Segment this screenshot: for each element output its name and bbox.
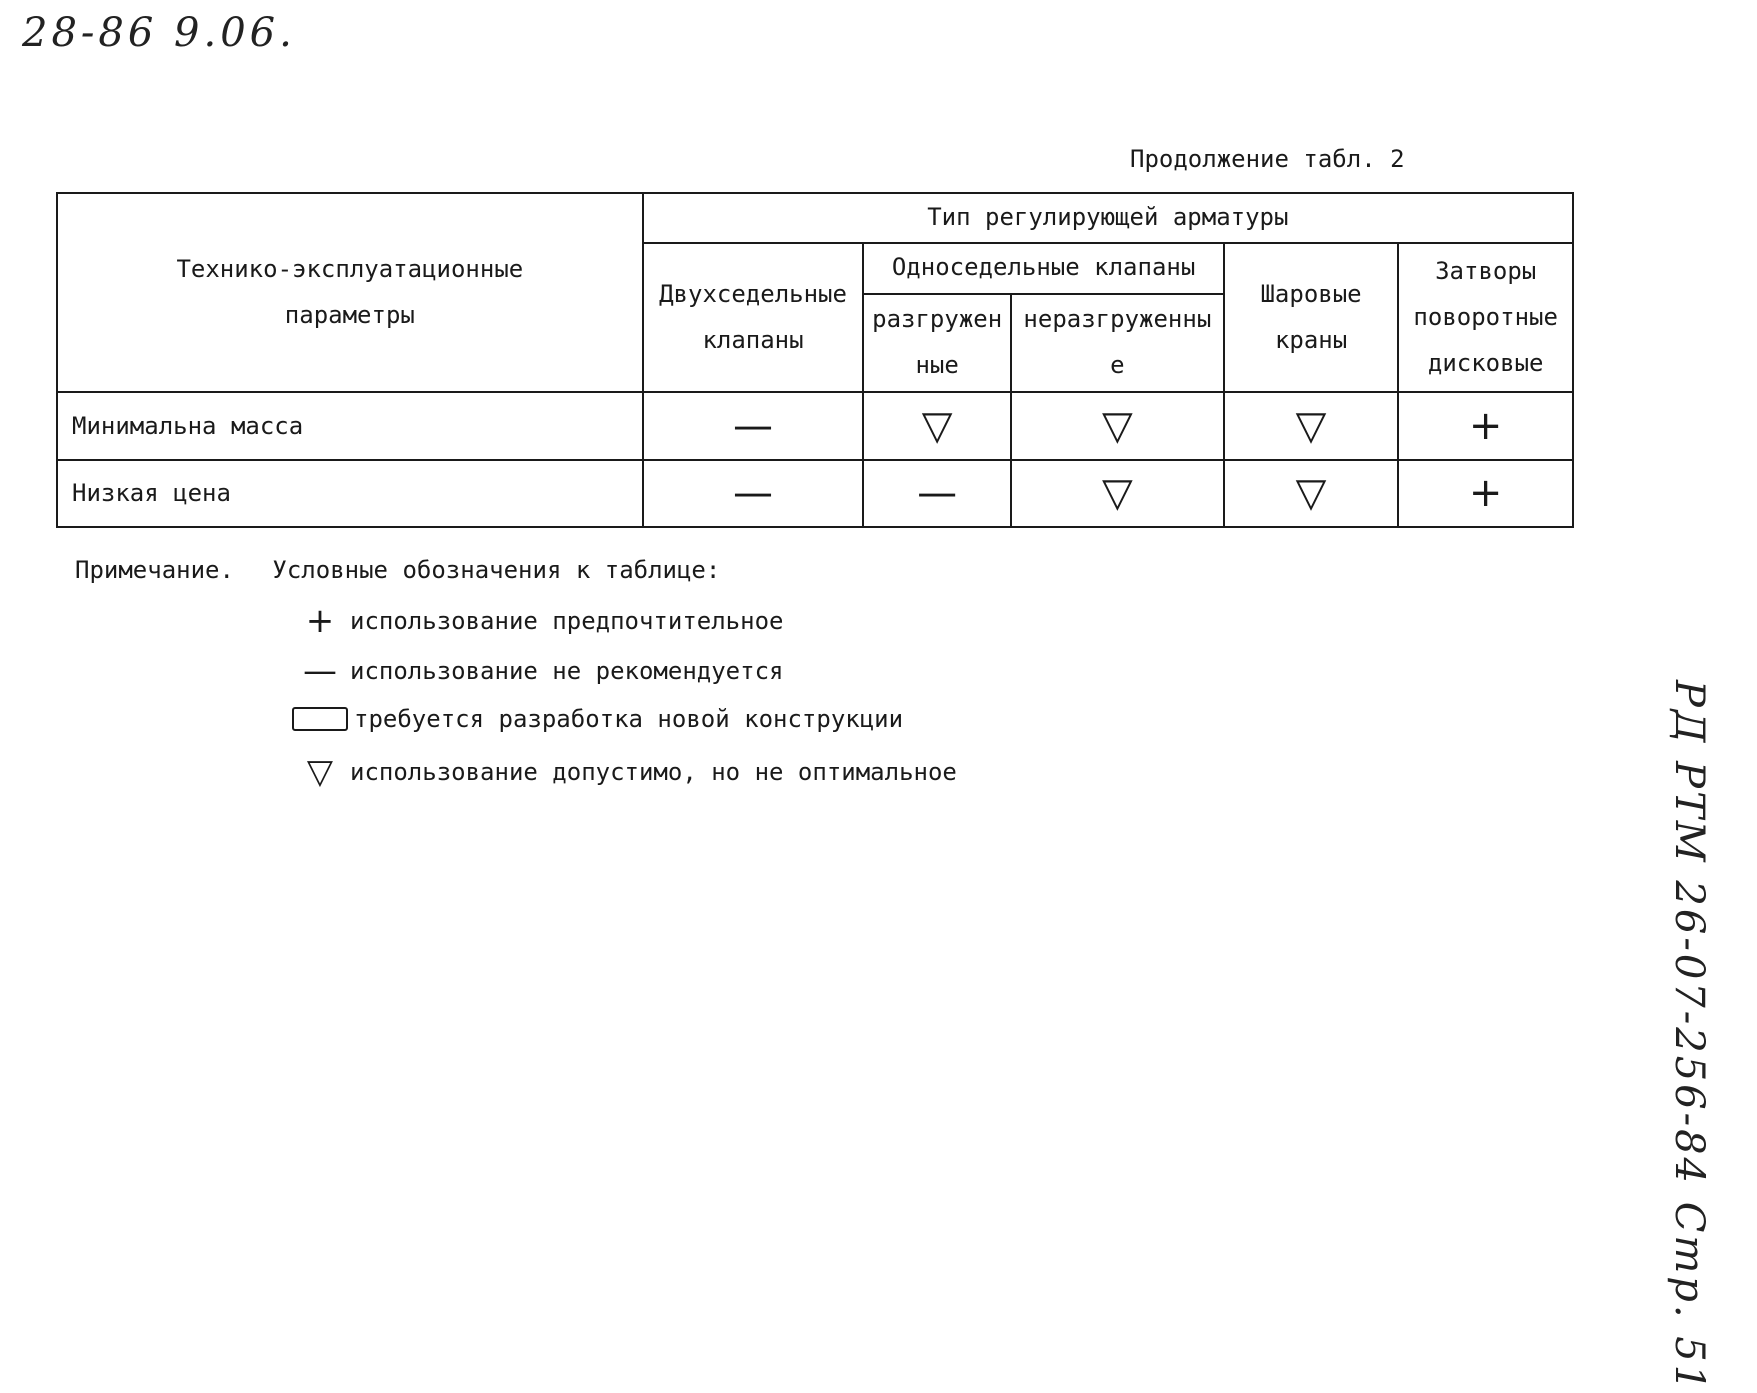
comparison-table — [56, 192, 1574, 528]
rectangle-icon — [292, 707, 348, 731]
legend-text: использование допустимо, но не оптимальное — [350, 758, 957, 786]
plus-symbol: + — [1468, 470, 1503, 517]
note — [75, 556, 720, 584]
type-header: Тип регулирующей арматуры — [643, 193, 1573, 243]
dash-symbol: — — [733, 470, 774, 517]
document-code-stamp: РД РТМ 26-07-256-84 Стр. 51 — [1666, 680, 1712, 1393]
dash-symbol: — — [917, 470, 958, 517]
legend-item-not-recommended — [290, 651, 784, 691]
table-continuation-label: Продолжение табл. 2 — [1130, 145, 1405, 173]
plus-icon: + — [305, 601, 335, 641]
col-disc-gates: Затворы поворотные дисковые — [1398, 243, 1573, 392]
triangle-symbol: ▽ — [1101, 470, 1133, 517]
note-intro: Условные обозначения к таблице: — [272, 556, 721, 584]
triangle-symbol: ▽ — [1101, 403, 1133, 449]
legend-item-acceptable — [290, 752, 957, 792]
handwritten-registration-mark: 28-86 9.06. — [22, 10, 296, 56]
dash-icon: — — [303, 651, 337, 691]
col-two-seat-valves: Двухседельные клапаны — [643, 243, 864, 392]
dash-symbol: — — [733, 403, 774, 449]
plus-symbol: + — [1468, 403, 1503, 449]
row-param-label: Низкая цена — [57, 460, 643, 527]
legend-text: требуется разработка новой конструкции — [354, 705, 904, 733]
col-not-unloaded: неразгруженные — [1011, 294, 1224, 393]
legend-item-preferred — [290, 601, 784, 641]
table-row — [57, 392, 1573, 459]
note-label: Примечание. — [75, 556, 234, 584]
triangle-icon: ▽ — [306, 752, 334, 792]
triangle-symbol: ▽ — [1295, 470, 1327, 517]
row-param-label: Минимальна масса — [57, 392, 643, 459]
legend-text: использование не рекомендуется — [350, 657, 784, 685]
col-ball-valves: Шаровые краны — [1224, 243, 1399, 392]
legend-item-new-design — [290, 705, 903, 733]
legend-text: использование предпочтительное — [350, 607, 784, 635]
table-row — [57, 460, 1573, 527]
param-header: Технико-эксплуатационные параметры — [57, 193, 643, 392]
triangle-symbol: ▽ — [1295, 403, 1327, 449]
col-single-seat-valves: Односедельные клапаны — [863, 243, 1223, 293]
col-unloaded: разгруженные — [863, 294, 1011, 393]
triangle-symbol: ▽ — [921, 403, 953, 449]
